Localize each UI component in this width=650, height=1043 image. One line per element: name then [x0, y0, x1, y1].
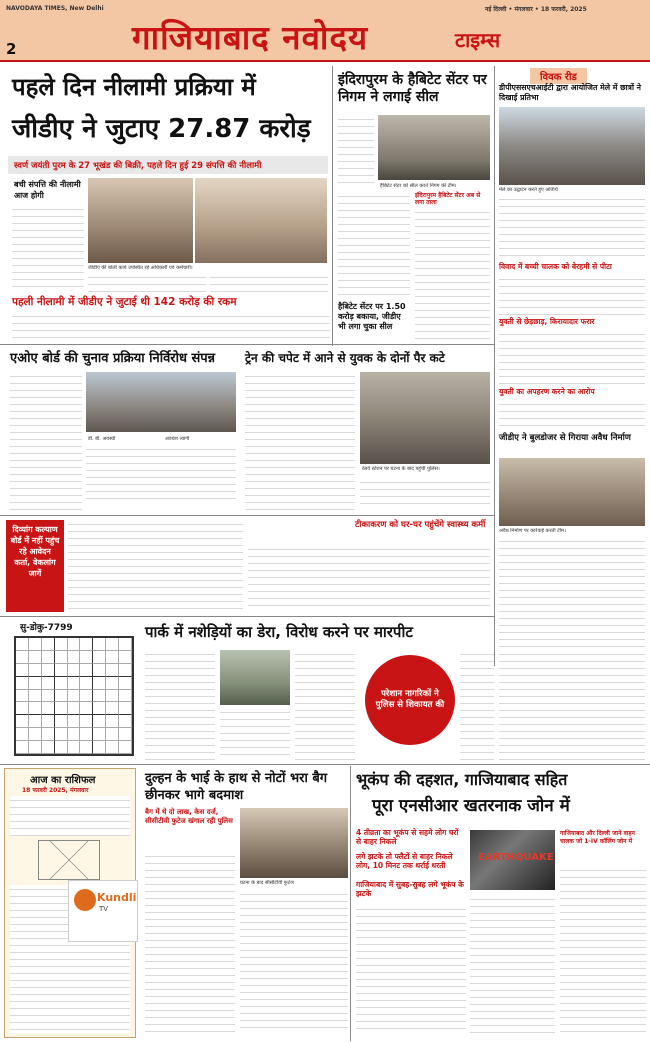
kundli-ad [68, 880, 138, 942]
bottom-left-kicker: बैग में थे दो लाख, केस दर्ज, सीसीटीवी फुटेज खंगाल रही पुलिस [145, 808, 233, 825]
lead-body-col2 [88, 273, 206, 295]
divider-lead-right [332, 66, 333, 346]
tanker-body [248, 545, 490, 612]
sudoku-cell [106, 664, 119, 677]
sudoku-cell [80, 638, 93, 651]
vivek-caption-2: अवैध निर्माण पर कार्रवाई करती टीम। [499, 528, 566, 534]
divider-earthquake [350, 766, 351, 1041]
lead-kicker-1: बची संपत्ति की नीलामी [14, 180, 81, 189]
sudoku-cell [119, 638, 132, 651]
divider-row2 [0, 344, 494, 345]
earthquake-body-col1 [356, 905, 466, 1035]
park-circle [365, 655, 455, 745]
divider-row4 [0, 616, 494, 617]
sudoku-cell [16, 728, 29, 741]
sudoku-cell [42, 728, 55, 741]
sudoku-cell [29, 690, 42, 703]
sudoku-cell [16, 664, 29, 677]
sudoku-cell [106, 715, 119, 728]
sudoku-cell [29, 702, 42, 715]
sudoku-cell [119, 728, 132, 741]
sudoku-title: सु-डोकु-7799 [20, 623, 73, 633]
sudoku-cell [119, 702, 132, 715]
earthquake-headline-line1: भूकंप की दहशत, गाजियाबाद सहित [356, 770, 568, 789]
train-headline: ट्रेन की चपेट में आने से युवक के दोनों पैर कटे [245, 351, 445, 365]
sudoku-cell [16, 715, 29, 728]
sudoku-cell [29, 728, 42, 741]
vivek-photo [499, 107, 645, 185]
sudoku-cell [80, 664, 93, 677]
vivek-sub-4: जीडीए ने बुलडोजर से गिराया अवैध निर्माण [499, 433, 631, 443]
aoa-photo [86, 372, 236, 432]
sudoku-cell [93, 638, 106, 651]
sudoku-cell [93, 741, 106, 754]
sudoku-cell [119, 715, 132, 728]
sudoku-cell [80, 702, 93, 715]
sudoku-grid [14, 636, 134, 756]
indirapuram-photo [378, 115, 490, 180]
lead-second-body [12, 312, 330, 340]
sudoku-cell [106, 651, 119, 664]
sudoku-cell [106, 741, 119, 754]
divider-row3 [0, 515, 494, 516]
sudoku-cell [42, 638, 55, 651]
vivek-body-4 [499, 400, 645, 430]
header-date: नई दिल्ली • मंगलवार • 18 फरवरी, 2025 [485, 6, 587, 13]
sudoku-cell [93, 677, 106, 690]
sudoku-cell [80, 741, 93, 754]
sudoku-cell [106, 638, 119, 651]
sudoku-cell [93, 690, 106, 703]
bottom-left-headline: दुल्हन के भाई के हाथ से नोटों भरा बैग छीनकर भागे बदमाश [145, 771, 328, 803]
indirapuram-caption: हैबिटेट सेंटर को सील करते निगम की टीम। [380, 183, 457, 189]
earthquake-side-head: गाजियाबाद और दिल्ली जाने वाहन चालक जो 1-IV कॉलिंग जोन में [560, 830, 635, 845]
ad-right-body [68, 520, 243, 612]
earthquake-body-col3 [560, 866, 646, 1036]
divider-right-col [494, 66, 495, 666]
vivek-photo-2 [499, 458, 645, 526]
vivek-sub-1: विवाद में बच्ची चालक को बेरहमी से पीटा [499, 262, 612, 271]
sudoku-cell [119, 664, 132, 677]
tanker-headline: टीकाकरण को घर-घर पहुंचेंगे स्वास्थ्य कर्मी [355, 520, 486, 530]
sudoku-cell [119, 677, 132, 690]
sudoku-cell [93, 664, 106, 677]
ad-text: दिव्यांग कल्याण बोर्ड में नहीं पहुंच रहे आवेदन कर्ता, वेकलांग जागें [10, 525, 60, 578]
indirapuram-headline: इंदिरापुरम के हैबिटेट सेंटर पर निगम ने लगाई सील [338, 72, 487, 105]
train-caption: रेलवे स्टेशन पर घटना के बाद पहुंची पुलिस। [362, 466, 440, 472]
earthquake-body-col2 [470, 895, 555, 1035]
horoscope-chart [38, 840, 100, 880]
sudoku-cell [106, 690, 119, 703]
sudoku-cell [55, 664, 68, 677]
kundli-logo-icon [74, 889, 96, 911]
sudoku-cell [29, 715, 42, 728]
sudoku-cell [42, 677, 55, 690]
train-body-col1 [245, 372, 355, 512]
sudoku-cell [55, 741, 68, 754]
earthquake-kicker-3: गाजियाबाद में सुबह-सुबह लगे भूकंप के झटके [356, 880, 464, 898]
sudoku-cell [16, 677, 29, 690]
lead-kicker-2: आज होगी [14, 191, 44, 200]
park-right-body [499, 650, 645, 760]
sudoku-cell [68, 638, 81, 651]
bottom-left-body-col2 [240, 890, 348, 1032]
park-body-col3 [295, 650, 355, 760]
train-photo [360, 372, 490, 464]
sudoku-cell [16, 638, 29, 651]
vivek-body-2 [499, 275, 645, 315]
horoscope-intro [10, 796, 130, 836]
indirapuram-body-col3 [415, 208, 490, 343]
lead-second-headline: पहली नीलामी में जीडीए ने जुटाई थी 142 करोड़ की रकम [12, 296, 237, 308]
sudoku-cell [68, 715, 81, 728]
lead-body-col1 [12, 205, 84, 290]
sudoku-cell [106, 677, 119, 690]
masthead-subtitle: टाइम्स [455, 28, 501, 52]
earthquake-label: EARTHQUAKE [478, 852, 554, 863]
earthquake-kicker-1: 4 तीव्रता का भूकंप से सहमे लोग घरों से बाहर निकले [356, 828, 459, 846]
horoscope-title: आज का राशिफल [30, 775, 96, 786]
sudoku-cell [29, 677, 42, 690]
sudoku-cell [42, 664, 55, 677]
header-divider [0, 60, 650, 62]
sudoku-cell [16, 690, 29, 703]
train-body-col2 [360, 478, 490, 510]
sudoku-cell [93, 651, 106, 664]
lead-photo-2 [195, 178, 327, 263]
lead-photo-caption: जीडीए की बोली कार्य उपस्थित रहे अधिकारी एवं कर्मचारी। [88, 265, 193, 271]
horoscope-date: 18 फरवरी 2025, मंगलवार [22, 787, 89, 794]
sudoku-cell [42, 702, 55, 715]
divider-row5 [0, 764, 650, 765]
sudoku-cell [68, 664, 81, 677]
kundli-brand: Kundli [97, 891, 137, 904]
bottom-left-photo [240, 808, 348, 878]
indirapuram-body-col1 [338, 115, 374, 185]
masthead-title: गाजियाबाद नवोदय [132, 18, 369, 57]
vivek-body-5 [499, 537, 645, 647]
aoa-caption-2: अवधेश त्यागी [165, 436, 190, 442]
sudoku-cell [55, 690, 68, 703]
sudoku-cell [106, 728, 119, 741]
sudoku-cell [119, 741, 132, 754]
sudoku-cell [55, 715, 68, 728]
sudoku-cell [55, 677, 68, 690]
park-body-col4 [460, 650, 494, 760]
lead-headline-line2: जीडीए ने जुटाए 27.87 करोड़ [12, 114, 311, 144]
sudoku-cell [93, 715, 106, 728]
sudoku-cell [16, 651, 29, 664]
vivek-sub-3: युवती का अपहरण करने का आरोप [499, 387, 595, 396]
bottom-left-caption: घटना के बाद सीसीटीवी फुटेज [240, 880, 294, 886]
sudoku-cell [68, 690, 81, 703]
vivek-sub-2: युवती से छेड़छाड़, किरायादार फरार [499, 317, 595, 326]
vivek-label: विवक रीड [530, 68, 587, 84]
aoa-body-col2 [86, 445, 236, 505]
bottom-left-body-col1 [145, 852, 235, 1032]
sudoku-cell [42, 690, 55, 703]
sudoku-cell [80, 677, 93, 690]
aoa-headline: एओए बोर्ड की चुनाव प्रक्रिया निर्विरोध संपन्न [10, 351, 216, 366]
sudoku-cell [29, 651, 42, 664]
vivek-body-1 [499, 195, 645, 260]
header-left-text: NAVODAYA TIMES, New Delhi [6, 5, 104, 12]
sudoku-cell [93, 702, 106, 715]
sudoku-cell [93, 728, 106, 741]
sudoku-cell [106, 702, 119, 715]
sudoku-cell [119, 690, 132, 703]
sudoku-cell [68, 741, 81, 754]
vivek-body-3 [499, 330, 645, 385]
sudoku-cell [80, 728, 93, 741]
sudoku-cell [42, 715, 55, 728]
sudoku-cell [68, 728, 81, 741]
sudoku-cell [29, 741, 42, 754]
indirapuram-highlight: इंदिरापुरम हैबिटेट सेंटर अब से लगा ताला [415, 192, 481, 206]
park-headline: पार्क में नशेड़ियों का डेरा, विरोध करने पर मारपीट [145, 623, 413, 641]
indirapuram-box: हैबिटेट सेंटर पर 1.50 करोड़ बकाया, जीडीए भी लगा चुका सील [338, 302, 406, 331]
sudoku-cell [16, 702, 29, 715]
sudoku-cell [68, 677, 81, 690]
indirapuram-body-col2 [338, 192, 410, 297]
earthquake-kicker-2: लगे झटके तो फ्लैटों से बाहर निकले लोग, 10 मिनट तक थर्राई धरती [356, 852, 453, 870]
sudoku-cell [80, 651, 93, 664]
sudoku-cell [80, 690, 93, 703]
sudoku-cell [16, 741, 29, 754]
sudoku-cell [68, 651, 81, 664]
page-number: 2 [6, 40, 17, 58]
sudoku-cell [119, 651, 132, 664]
sudoku-cell [55, 651, 68, 664]
aoa-body-col1 [10, 372, 82, 512]
park-body-col2 [220, 708, 290, 760]
lead-body-col3 [210, 273, 328, 295]
sudoku-cell [55, 728, 68, 741]
park-photo [220, 650, 290, 705]
lead-subhead: स्वर्ण जयंती पुरम के 27 भूखंड की बिक्री, पहले दिन हुई 29 संपत्ति की नीलामी [8, 156, 328, 174]
lead-headline-line1: पहले दिन नीलामी प्रक्रिया में [12, 73, 256, 101]
sudoku-cell [29, 638, 42, 651]
sudoku-cell [42, 651, 55, 664]
kundli-sub: TV [99, 905, 109, 913]
vivek-caption: मेले का उद्घाटन करते हुए अतिथि [499, 187, 558, 193]
park-body-col1 [145, 650, 215, 760]
sudoku-cell [42, 741, 55, 754]
sudoku-cell [80, 715, 93, 728]
aoa-caption-1: डॉ. बी. अवस्थी [88, 436, 116, 442]
sudoku-cell [29, 664, 42, 677]
sudoku-cell [55, 638, 68, 651]
earthquake-headline-line2: पूरा एनसीआर खतरनाक जोन में [372, 796, 570, 816]
sudoku-cell [55, 702, 68, 715]
ad-box [6, 520, 64, 612]
earthquake-photo [470, 830, 555, 890]
lead-photo [88, 178, 193, 263]
sudoku-cell [68, 702, 81, 715]
park-circle-text: परेशान नागरिकों ने पुलिस से शिकायत की [375, 689, 445, 710]
vivek-headline: डीपीएससएचआईटी द्वारा आयोजित मेले में छात्रों ने दिखाई प्रतिभा [499, 83, 642, 102]
